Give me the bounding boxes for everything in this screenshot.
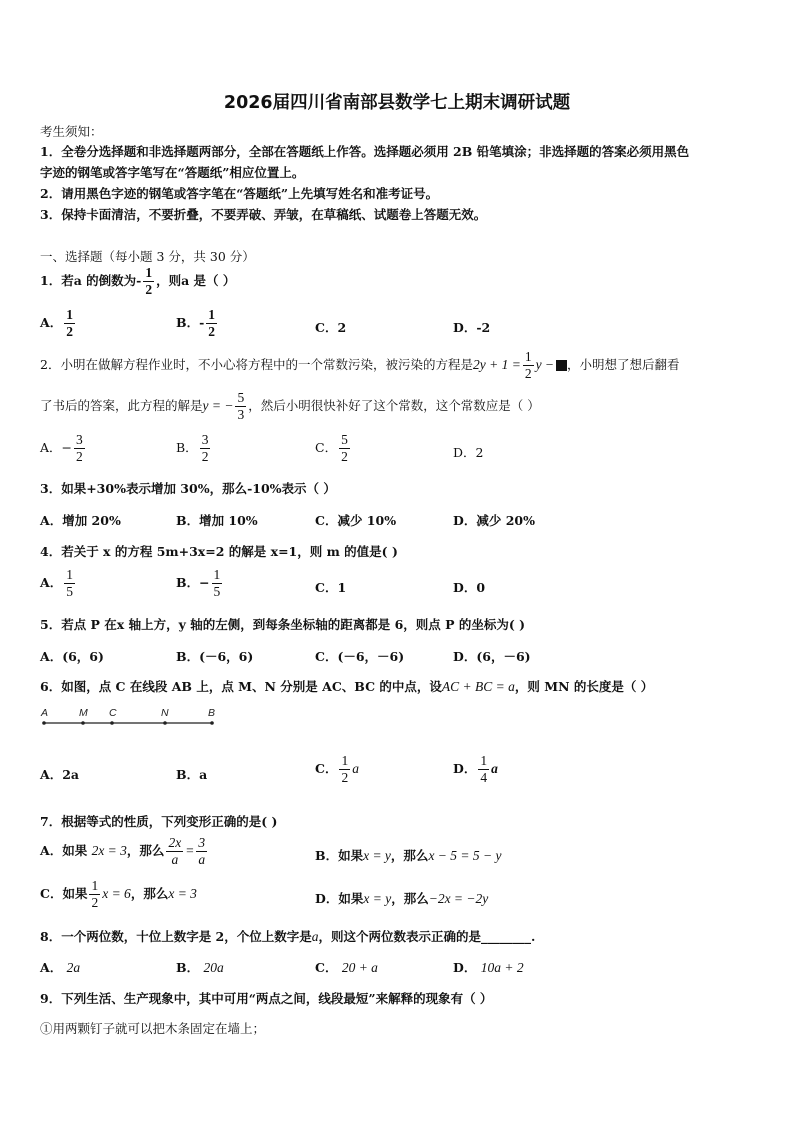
segment-diagram (40, 707, 220, 731)
point-label-m: M (79, 707, 88, 719)
notice-item: 1．全卷分选择题和非选择题两部分，全部在答题纸上作答。选择题必须用 2B 铅笔填涂；非选择题的答案必须用黑色 (40, 144, 690, 159)
question-3-option-c[interactable]: C．减少 10% (315, 513, 397, 528)
page-title: 2026届四川省南部县数学七上期末调研试题 (223, 93, 571, 113)
notice-item: 字迹的钢笔或答字笔写在“答题纸”相应位置上。 (40, 165, 305, 180)
question-5-option-d[interactable]: D．(6，－6) (453, 649, 531, 664)
question-1-option-c[interactable]: C．2 (315, 320, 347, 335)
question-5-option-c[interactable]: C．(－6，－6) (315, 649, 405, 664)
question-8-option-b[interactable]: B． 20a (176, 960, 224, 975)
question-8-stem: 8．一个两位数，十位上数字是 2，个位上数字是a，则这个两位数表示正确的是________. (40, 929, 536, 944)
question-5-stem: 5．若点 P 在x 轴上方，y 轴的左侧，到每条坐标轴的距离都是 6，则点 P 的坐标为( ) (40, 617, 526, 632)
question-1-stem: 1．若a 的倒数为- $\frac{1}{2}$ ，则a 是（ ） (40, 265, 236, 298)
question-8-option-d[interactable]: D． 10a + 2 (453, 960, 524, 975)
question-2-stem-line1: 2．小明在做解方程作业时，不小心将方程中的一个常数污染，被污染的方程是2y + 1 = $\frac{1}{2}$ y − ，小明想了想后翻看 (40, 349, 680, 382)
notice-item: 2．请用黑色字迹的钢笔或答字笔在“答题纸”上先填写姓名和准考证号。 (40, 186, 439, 201)
question-7-option-a[interactable]: A．如果 2x = 3，那么 $\frac{2x}{a}$ = $\frac{3}{a}$ (40, 835, 206, 868)
notice-item: 3．保持卡面清洁，不要折叠，不要弄破、弄皱，在草稿纸、试题卷上答题无效。 (40, 207, 487, 222)
question-2-option-a[interactable]: A．− $\frac{3}{2}$ (40, 432, 83, 465)
question-4-option-c[interactable]: C．1 (315, 580, 347, 595)
question-6-option-d[interactable]: D． $\frac{1}{4}$ a (453, 753, 498, 786)
question-2-option-b[interactable]: B． $\frac{3}{2}$ (176, 432, 209, 465)
question-8-option-a[interactable]: A． 2a (40, 960, 81, 975)
question-6-stem: 6．如图，点 C 在线段 AB 上，点 M、N 分别是 AC、BC 的中点，设AC + BC = a，则 MN 的长度是（ ） (40, 679, 654, 694)
question-1-option-d[interactable]: D．-2 (453, 320, 491, 335)
question-1-option-a[interactable]: A． $\frac{1}{2}$ (40, 307, 73, 340)
point-label-a: A (41, 707, 49, 719)
question-2-stem-line2: 了书后的答案，此方程的解是y = − $\frac{5}{3}$ ，然后小明很快补好了这个常数，这个常数应是（ ） (40, 390, 540, 423)
question-6-option-b[interactable]: B．a (176, 767, 208, 782)
question-4-option-a[interactable]: A． $\frac{1}{5}$ (40, 567, 73, 600)
question-8-option-c[interactable]: C． 20 + a (315, 960, 378, 975)
question-7-stem: 7．根据等式的性质，下列变形正确的是( ) (40, 814, 278, 829)
point-label-n: N (161, 707, 169, 719)
notice-heading: 考生须知： (40, 124, 103, 139)
question-7-option-b[interactable]: B．如果x = y，那么x − 5 = 5 − y (315, 848, 502, 863)
question-4-option-d[interactable]: D．0 (453, 580, 486, 595)
question-9-stem: 9．下列生活、生产现象中，其中可用“两点之间，线段最短”来解释的现象有（ ） (40, 991, 493, 1006)
question-3-option-a[interactable]: A．增加 20% (40, 513, 121, 528)
stain-block (556, 360, 567, 371)
question-3-option-b[interactable]: B．增加 10% (176, 513, 258, 528)
question-6-option-c[interactable]: C． $\frac{1}{2}$ a (315, 753, 359, 786)
point-label-b: B (208, 707, 216, 719)
point-label-c: C (109, 707, 117, 719)
question-2-option-c[interactable]: C． $\frac{5}{2}$ (315, 432, 348, 465)
question-3-stem: 3．如果+30%表示增加 30%，那么-10%表示（ ） (40, 481, 336, 496)
segment-line (40, 707, 220, 731)
question-9-item-1: ①用两颗钉子就可以把木条固定在墙上； (40, 1021, 266, 1036)
question-3-option-d[interactable]: D．减少 20% (453, 513, 535, 528)
section-heading: 一、选择题（每小题 3 分，共 30 分） (40, 249, 255, 264)
question-1-option-b[interactable]: B．- $\frac{1}{2}$ (176, 307, 216, 340)
question-4-stem: 4．若关于 x 的方程 5m+3x=2 的解是 x=1，则 m 的值是( ) (40, 544, 398, 559)
question-7-option-d[interactable]: D．如果x = y，那么−2x = −2y (315, 891, 489, 906)
question-4-option-b[interactable]: B．− $\frac{1}{5}$ (176, 567, 221, 600)
question-7-option-c[interactable]: C．如果 $\frac{1}{2}$ x = 6，那么x = 3 (40, 878, 197, 911)
question-2-option-d[interactable]: D．2 (453, 445, 484, 460)
question-5-option-b[interactable]: B．(－6，6) (176, 649, 254, 664)
question-5-option-a[interactable]: A．(6，6) (40, 649, 104, 664)
question-6-option-a[interactable]: A．2a (40, 767, 79, 782)
